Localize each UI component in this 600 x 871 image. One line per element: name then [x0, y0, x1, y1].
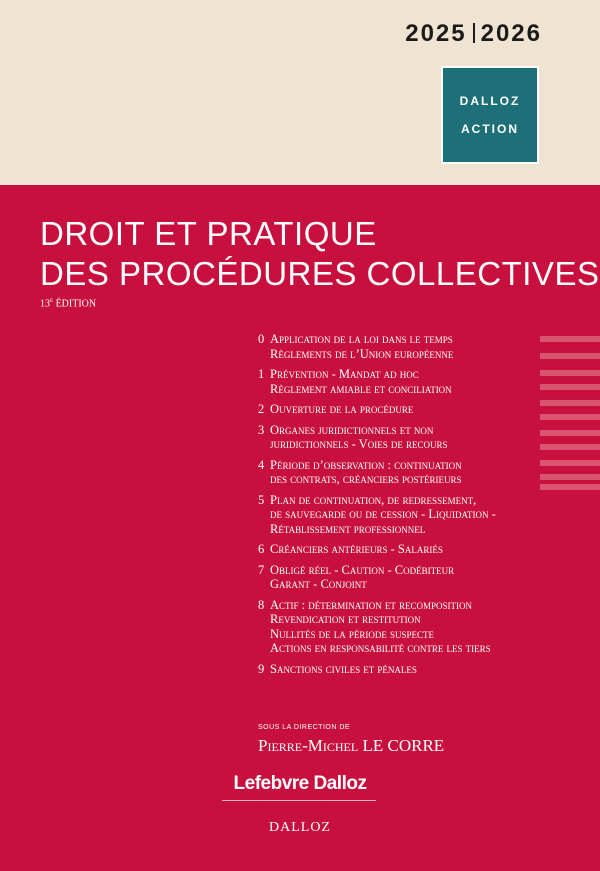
stripe	[540, 460, 600, 466]
stripe	[540, 430, 600, 436]
stripe	[540, 474, 600, 480]
direction-label: SOUS LA DIRECTION DE	[258, 724, 351, 731]
stripe	[540, 444, 600, 450]
badge-line-2: ACTION	[461, 122, 519, 136]
toc-text: Application de la loi dans le temps	[270, 332, 453, 346]
toc-line	[258, 423, 548, 438]
toc-line	[258, 542, 548, 557]
toc-text: Sanctions civiles et pénales	[270, 661, 417, 676]
toc-line	[258, 662, 548, 677]
publisher-logo: Lefebvre Dalloz	[233, 773, 367, 794]
publisher-underline	[222, 800, 376, 801]
year-separator	[473, 23, 475, 43]
toc-number: 8	[258, 597, 265, 612]
toc-item	[258, 458, 548, 487]
toc-text: Créanciers antérieurs - Salariés	[270, 542, 443, 556]
edition-num: 13	[40, 298, 50, 310]
stripe	[540, 370, 600, 376]
edition-number	[40, 296, 96, 309]
toc-line	[258, 563, 548, 578]
toc-number: 3	[258, 422, 265, 437]
toc-number: 7	[258, 562, 265, 577]
toc-item	[258, 367, 548, 396]
toc-number: 5	[258, 492, 265, 507]
toc-text: Période d’observation : continuation	[270, 457, 462, 472]
toc-line	[258, 332, 548, 347]
toc-line	[258, 598, 548, 613]
toc-line	[258, 367, 548, 382]
year-start: 2025	[405, 20, 467, 47]
year-end: 2026	[480, 20, 542, 47]
toc-line: Actions en responsabilité contre les tiers	[270, 641, 491, 655]
toc-text: Actif : détermination et recomposition	[270, 597, 472, 612]
toc-line	[258, 493, 548, 508]
toc-line: Garant - Conjoint	[270, 577, 367, 591]
table-of-contents	[258, 332, 548, 682]
stripe	[540, 414, 600, 420]
imprint-logo: DALLOZ	[269, 820, 331, 835]
toc-item	[258, 402, 548, 417]
toc-number: 4	[258, 457, 265, 472]
toc-item	[258, 493, 548, 537]
toc-text: Plan de continuation, de redressement,	[270, 492, 477, 507]
toc-number: 1	[258, 367, 265, 381]
toc-item	[258, 598, 548, 656]
author-name: Pierre-Michel LE CORRE	[258, 736, 445, 755]
edition-suffix: e	[50, 296, 54, 304]
toc-item	[258, 332, 548, 361]
toc-text: Organes juridictionnels et non	[270, 422, 434, 437]
toc-item	[258, 662, 548, 677]
book-title	[40, 214, 599, 294]
stripe	[540, 336, 600, 342]
toc-line: Règlement amiable et conciliation	[270, 381, 452, 396]
toc-line: Revendication et restitution	[270, 612, 421, 626]
toc-line: Nullités de la période suspecte	[270, 626, 435, 641]
toc-text: Obligé réel - Caution - Codébiteur	[270, 562, 455, 577]
toc-number: 9	[258, 661, 265, 676]
title-line-1: DROIT ET PRATIQUE	[40, 215, 377, 252]
stripe	[540, 384, 600, 390]
toc-item	[258, 542, 548, 557]
edition-label: ÉDITION	[55, 298, 97, 310]
badge-line-1: DALLOZ	[459, 94, 521, 108]
collection-badge	[441, 66, 539, 164]
stripe	[540, 353, 600, 359]
edition-years	[405, 20, 542, 48]
toc-number: 2	[258, 402, 265, 416]
stripe	[540, 400, 600, 406]
toc-line: de sauvegarde ou de cession - Liquidation -	[270, 507, 496, 521]
toc-number: 6	[258, 542, 265, 556]
toc-item	[258, 563, 548, 592]
toc-number: 0	[258, 332, 265, 346]
title-line-2: DES PROCÉDURES COLLECTIVES	[40, 255, 600, 292]
toc-line	[258, 458, 548, 473]
stripe	[540, 484, 600, 490]
toc-line: juridictionnels - Voies de recours	[270, 437, 448, 451]
toc-line: Règlements de l’Union européenne	[270, 346, 454, 361]
toc-text: Prévention - Mandat ad hoc	[270, 367, 419, 381]
toc-line	[258, 402, 548, 417]
toc-text: Ouverture de la procédure	[270, 402, 414, 416]
toc-item	[258, 423, 548, 452]
toc-line: des contrats, créanciers postérieurs	[270, 472, 462, 486]
toc-line: Rétablissement professionnel	[270, 521, 426, 536]
